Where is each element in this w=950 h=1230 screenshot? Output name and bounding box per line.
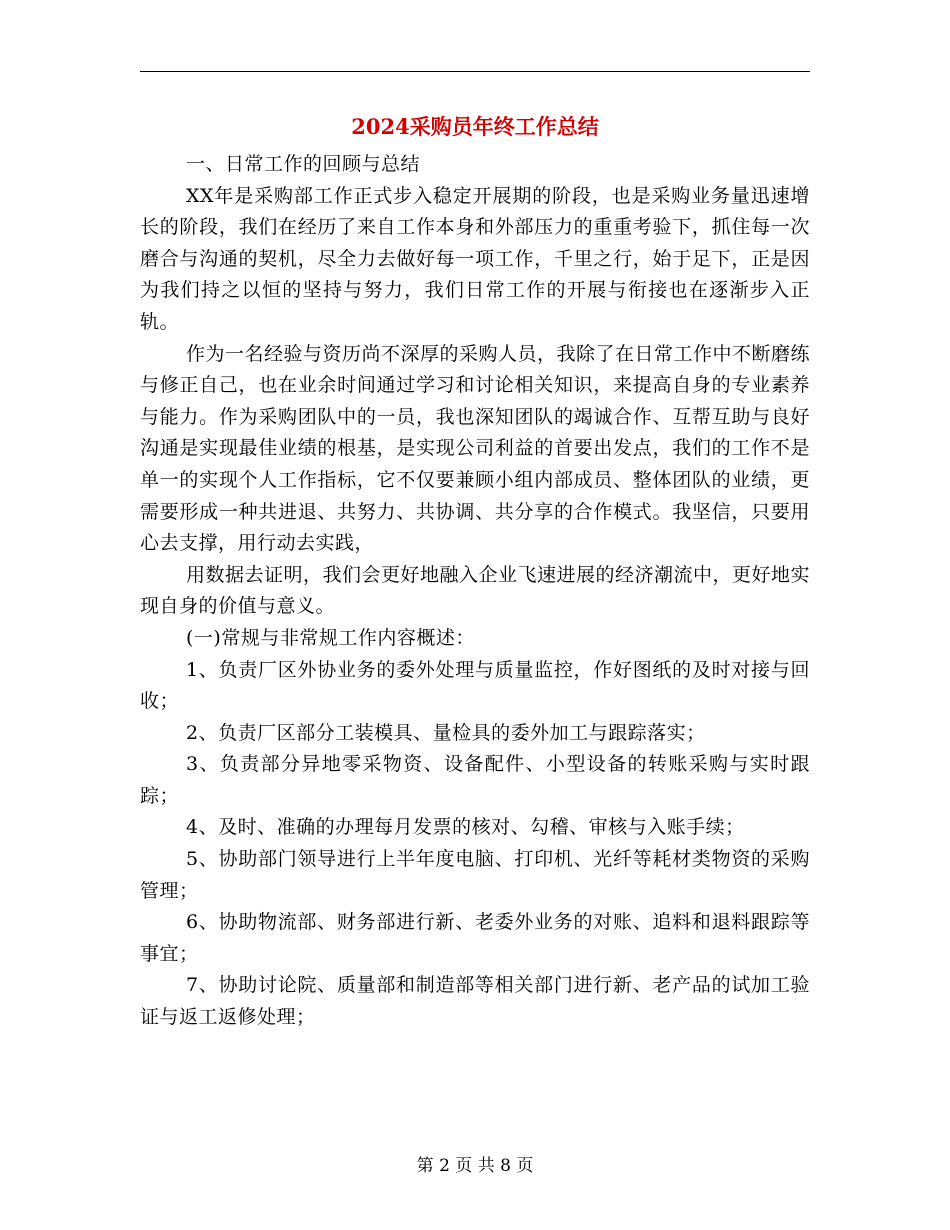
- paragraph: 作为一名经验与资历尚不深厚的采购人员，我除了在日常工作中不断磨练与修正自己，也在业余时间通过学习和讨论相关知识，来提高自身的专业素养与能力。作为采购团队中的一员，我也深知团队的竭诚合作、互帮互助与良好沟通是实现最佳业绩的根基，是实现公司利益的首要出发点，我们的工作不是单一的实现个人工作指标，它不仅要兼顾小组内部成员、整体团队的业绩，更需要形成一种共进退、共努力、共协调、共分享的合作模式。我坚信，只要用心去支撑，用行动去实践，: [140, 342, 811, 555]
- document-body: [140, 109, 810, 1034]
- list-item: 1、负责厂区外协业务的委外处理与质量监控，作好图纸的及时对接与回收；: [140, 658, 810, 713]
- list-item: 6、协助物流部、财务部进行新、老委外业务的对账、追料和退料跟踪等事宜；: [140, 911, 810, 965]
- page-number: 第 2 页 共 8 页: [416, 1156, 534, 1176]
- section-heading: 一、日常工作的回顾与总结: [186, 153, 421, 175]
- list-item: 3、负责部分异地零采物资、设备配件、小型设备的转账采购与实时跟踪；: [140, 753, 810, 807]
- list-item: 2、负责厂区部分工装模具、量检具的委外加工与跟踪落实；: [186, 721, 706, 744]
- paragraph: XX年是采购部工作正式步入稳定开展期的阶段，也是采购业务量迅速增长的阶段，我们在经历了来自工作本身和外部压力的重重考验下，抓住每一次磨合与沟通的契机，尽全力去做好每一项工作，千里之行，始于足下，正是因为我们持之以恒的坚持与努力，我们日常工作的开展与衔接也在逐渐步入正轨。: [140, 184, 810, 333]
- list-item: 4、及时、准确的办理每月发票的核对、勾稽、审核与入账手续；: [186, 816, 745, 839]
- paragraph: 用数据去证明，我们会更好地融入企业飞速进展的经济潮流中，更好地实现自身的价值与意义。: [140, 563, 811, 618]
- list-item: 7、协助讨论院、质量部和制造部等相关部门进行新、老产品的试加工验证与返工返修处理；: [140, 974, 810, 1029]
- header-rule: [140, 71, 810, 72]
- subsection-heading: (一)常规与非常规工作内容概述：: [186, 626, 475, 649]
- list-item: 5、协助部门领导进行上半年度电脑、打印机、光纤等耗材类物资的采购管理；: [140, 848, 810, 902]
- document-title: 2024采购员年终工作总结: [351, 114, 599, 139]
